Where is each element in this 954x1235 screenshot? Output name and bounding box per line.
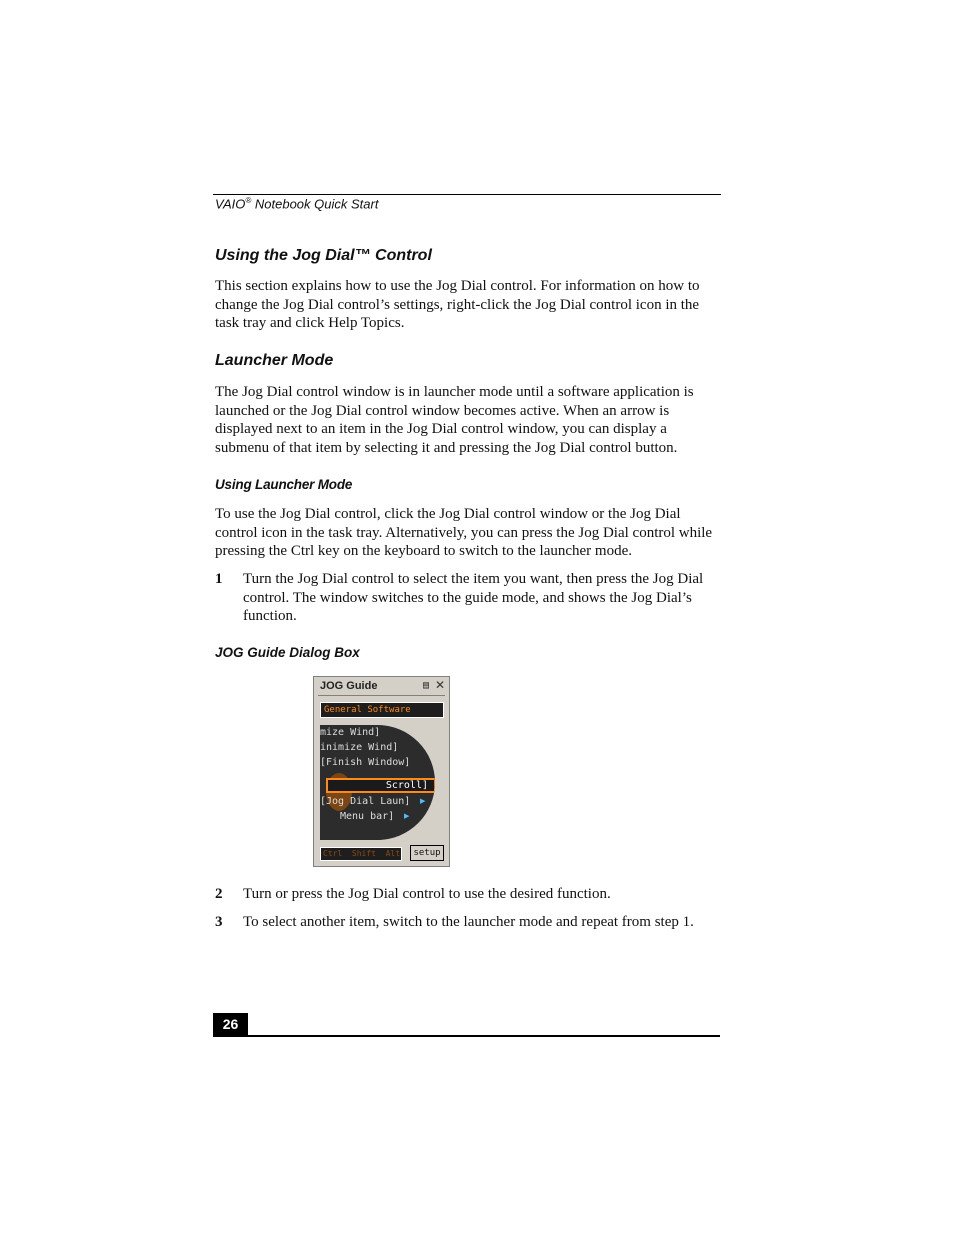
- running-head: VAIO® Notebook Quick Start: [215, 196, 379, 212]
- launcher-heading: Launcher Mode: [215, 352, 334, 369]
- submenu-arrow-icon: ▶: [420, 797, 426, 805]
- section-intro: This section explains how to use the Jog Dial control. For information on how to change the Jog Dial control’s settings, right-click the Jog Dial control icon in the task tray and click Help Topics.: [215, 278, 700, 332]
- modifier-keys: Ctrl Shift Alt: [320, 847, 402, 861]
- minimize-icon[interactable]: ▤: [423, 680, 430, 691]
- launcher-body: The Jog Dial control window is in launcher mode until a software application is launched or the Jog Dial control window becomes active. When an arrow is displayed next to an item in the Jog Dial control window, you can display a submenu of that item by selecting it and pressing the Jog Dial control button.: [215, 384, 694, 456]
- title-divider: [318, 695, 445, 696]
- using-launcher-heading: Using Launcher Mode: [215, 477, 353, 492]
- step-text: Turn or press the Jog Dial control to use the desired function.: [243, 886, 611, 902]
- menu-item[interactable]: [Finish Window]: [320, 757, 411, 768]
- using-launcher-body: To use the Jog Dial control, click the Jog Dial control window or the Jog Dial control icon in the task tray. Alternatively, you can press the Jog Dial control while pressing the Ctrl key on the keyboard to switch to the launcher mode.: [215, 506, 713, 560]
- page-number: 26: [213, 1013, 248, 1036]
- application-label: General Software: [320, 702, 444, 718]
- step-number: 2: [215, 886, 223, 902]
- selected-menu-item[interactable]: Scroll]: [326, 778, 435, 793]
- dialog-title: JOG Guide: [320, 680, 378, 692]
- figure-caption: JOG Guide Dialog Box: [215, 645, 360, 660]
- dial-menu-panel: [320, 725, 435, 840]
- section-heading: Using the Jog Dial™ Control: [215, 247, 432, 264]
- submenu-arrow-icon: ▶: [404, 812, 410, 820]
- menu-item[interactable]: Menu bar]: [340, 811, 395, 822]
- footer-rule: [213, 1035, 720, 1037]
- menu-item[interactable]: inimize Wind]: [320, 742, 399, 753]
- step-text: To select another item, switch to the launcher mode and repeat from step 1.: [243, 914, 694, 930]
- menu-item[interactable]: [Jog Dial Laun]: [320, 796, 411, 807]
- menu-item[interactable]: mize Wind]: [320, 727, 381, 738]
- jog-guide-dialog: [313, 676, 450, 867]
- setup-button[interactable]: setup: [410, 845, 444, 861]
- step-text: Turn the Jog Dial control to select the item you want, then press the Jog Dial control. The window switches to the guide mode, and shows the Jog Dial’s function.: [243, 571, 704, 625]
- close-icon[interactable]: ✕: [435, 678, 446, 692]
- step-number: 1: [215, 571, 223, 587]
- step-number: 3: [215, 914, 223, 930]
- header-rule: [213, 194, 721, 195]
